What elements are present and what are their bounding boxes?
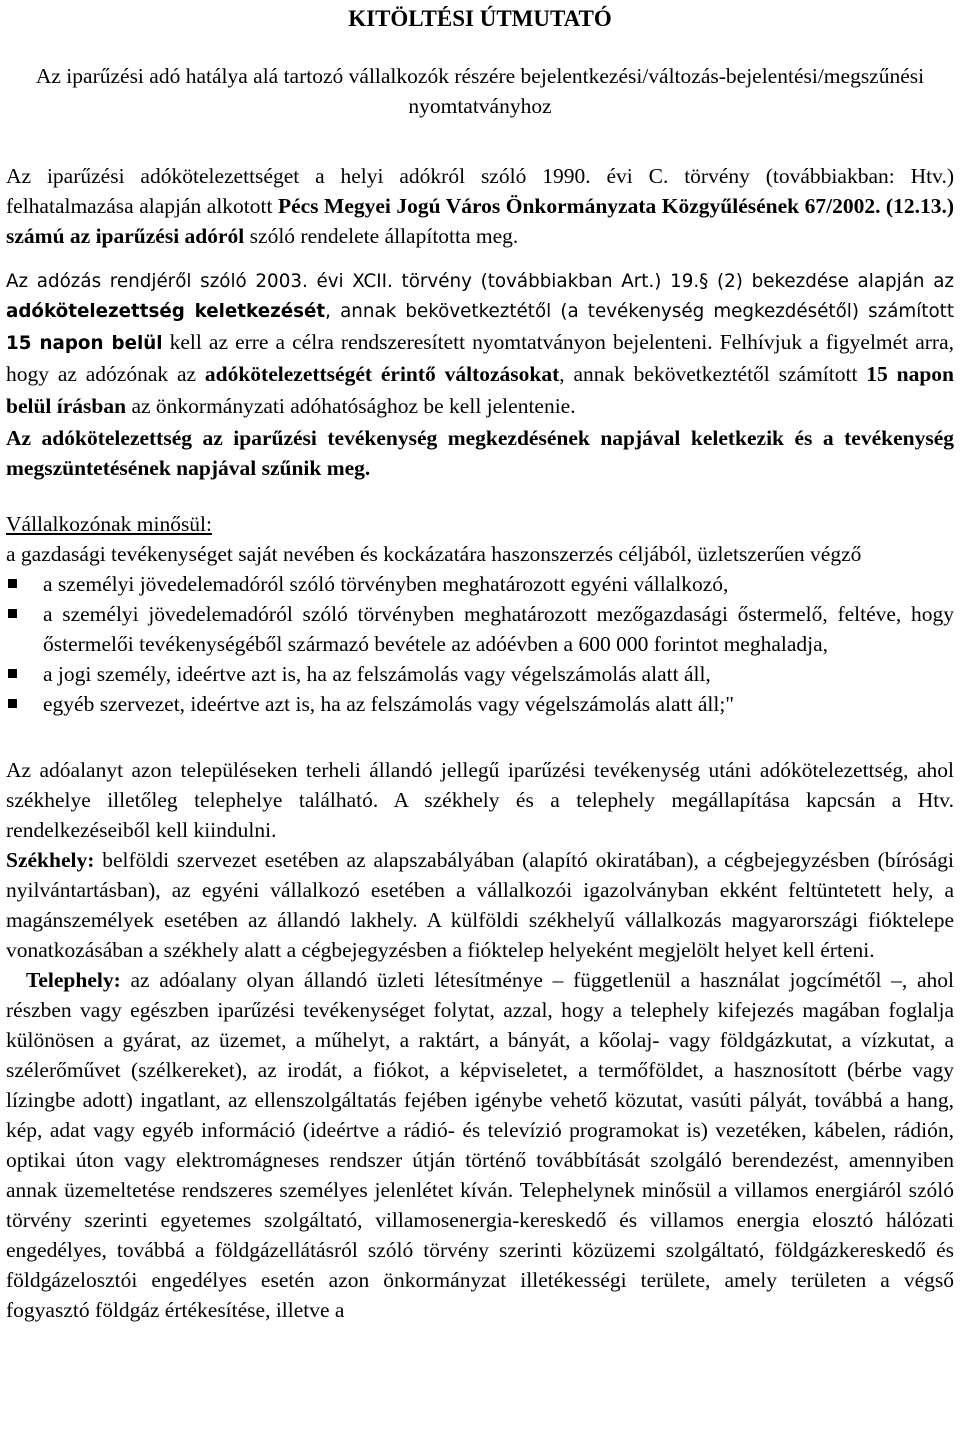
entrepreneur-intro: a gazdasági tevékenységet saját nevében és kockázatára haszonszerzés céljából, üzletszerűen végző — [6, 542, 862, 566]
list-item — [6, 569, 954, 599]
list-item-text: a személyi jövedelemadóról szóló törvényben meghatározott egyéni vállalkozó, — [43, 572, 729, 596]
paragraph-obligation-period — [6, 423, 954, 483]
text-segment: az adóalany olyan állandó üzleti létesítménye – függetlenül a használat jogcímétől –, ahol részben vagy egészben iparűzési tevékenységet folytat, azzal, hogy a telephely kifejezés magában foglalja különösen a gyárat, az üzemet, a műhelyt, a raktárt, a bányát, a kőolaj- vagy földgázkutat, a vízkutat, a szélerőművet (szélkereket), az irodát, a fiókot, a képviseletet, a termőföldet, a hasznosított (bérbe vagy lízingbe adott) ingatlant, az ellenszolgáltatás fejében igénybe vehető közutat, vasúti pályát, továbbá a hang, kép, adat vagy egyéb információ (ideértve a rádió- és televízió programokat is) vezetéken, kábelen, rádión, optikai úton vagy elektromágneses rendszer útján történő továbbítását szolgáló berendezést, amennyiben annak üzemeltetése rendszeres személyes jelenlétet kíván. Telephelynek minősül a villamos energiáról szóló törvény szerinti egyetemes szolgáltató, villamosenergia-kereskedő és villamos energia elosztó hálózati engedélyes, továbbá a földgázellátásról szóló törvény szerinti közüzemi szolgáltató, földgázkereskedő és földgázelosztói engedélyes esetén azon önkormányzat illetékességi területe, amely területen a végső fogyasztó földgáz értékesítése, illetve a — [6, 968, 954, 1322]
list-item-text: a személyi jövedelemadóról szóló törvényben meghatározott mezőgazdasági őstermelő, feltéve, hogy őstermelői tevékenységéből származó bevétele az adóévben a 600 000 forintot meghaladja, — [43, 602, 954, 656]
list-item — [6, 599, 954, 659]
text-segment: (2) bekezdése alapján az — [708, 271, 955, 292]
paragraph-legal-basis — [6, 161, 954, 251]
paragraph-taxable-locations: Az adóalanyt azon településeken terheli állandó jellegű iparűzési tevékenység utáni adókötelezettség, ahol székhelye illetőleg telephelye található. A székhely és a telephely megállapítása kapcsán a Htv. rendelkezéseiből kell kiindulni. — [6, 758, 954, 842]
emphasis-obligation-period: Az adókötelezettség az iparűzési tevékenység megkezdésének napjával keletkezik és a tevékenység megszüntetésének napjával szűnik meg. — [6, 426, 954, 480]
emphasis-obligation-start: adókötelezettség keletkezését — [6, 301, 326, 322]
term-seat: Székhely: — [6, 848, 95, 872]
list-item-text: egyéb szervezet, ideértve azt is, ha az felszámolás vagy végelszámolás alatt áll;" — [43, 692, 735, 716]
text-segment: , annak bekövetkeztétől (a tevékenység megkezdésétől) számított — [325, 301, 954, 322]
section-heading-entrepreneur: Vállalkozónak minősül: — [6, 512, 213, 536]
document-subtitle: Az iparűzési adó hatálya alá tartozó vállalkozók részére bejelentkezési/változás-bejelentési/megszűnési nyomtatványhoz — [35, 64, 925, 118]
text-segment: belföldi szervezet esetében az alapszabályában (alapító okiratában), a cégbejegyzésben (bírósági nyilvántartásban), az egyéni vállalkozó esetében a vállalkozói igazolványban ekként feltüntetett hely, a magánszemélyek esetében az állandó lakhely. A külföldi székhelyű vállalkozás magyarországi fióktelepe vonatkozásában a székhely alatt a cégbejegyzésben a fióktelep helyeként megjelölt helyet kell érteni. — [6, 848, 954, 962]
text-segment: Az iparűzési adókötelezettséget a helyi adókról szóló 1990. évi C. törvény (továbbiakban: Htv.) felhatalmazása alapján alkotott — [6, 164, 954, 218]
text-segment: , annak bekövetkeztétől számított — [559, 362, 867, 386]
section-sign-icon: § — [699, 271, 709, 292]
list-item-text: a jogi személy, ideértve azt is, ha az felszámolás vagy végelszámolás alatt áll, — [43, 662, 711, 686]
emphasis-changes: adókötelezettségét érintő változásokat — [204, 362, 560, 386]
square-bullet-icon — [8, 669, 17, 678]
text-segment: szóló rendelete állapította meg. — [244, 224, 519, 248]
paragraph-registration-obligation — [6, 267, 954, 423]
square-bullet-icon — [8, 609, 17, 618]
emphasis-written-deadline: 15 napon belül írásban — [6, 362, 954, 418]
list-item — [6, 659, 954, 689]
paragraph-seat-definition — [6, 845, 954, 965]
emphasis-deadline: 15 napon belül — [6, 333, 163, 354]
text-segment: Az adózás rendjéről szóló 2003. évi XCII. törvény (továbbiakban Art.) 19. — [6, 271, 700, 292]
square-bullet-icon — [8, 579, 17, 588]
document-title: KITÖLTÉSI ÚTMUTATÓ — [348, 6, 612, 31]
square-bullet-icon — [8, 699, 17, 708]
term-site: Telephely: — [26, 968, 121, 992]
text-segment: kell az erre a célra rendszeresített nyomtatványon bejelenteni. Felhívjuk a figyelmét arra, hogy az adózónak az — [6, 330, 954, 386]
emphasis-decree: Pécs Megyei Jogú Város Önkormányzata Közgyűlésének 67/2002. (12.13.) számú az iparűzési adóról — [6, 194, 955, 248]
entrepreneur-list — [6, 569, 954, 719]
paragraph-site-definition — [6, 965, 954, 1325]
list-item — [6, 689, 954, 719]
text-segment: az önkormányzati adóhatósághoz be kell jelentenie. — [126, 394, 576, 418]
